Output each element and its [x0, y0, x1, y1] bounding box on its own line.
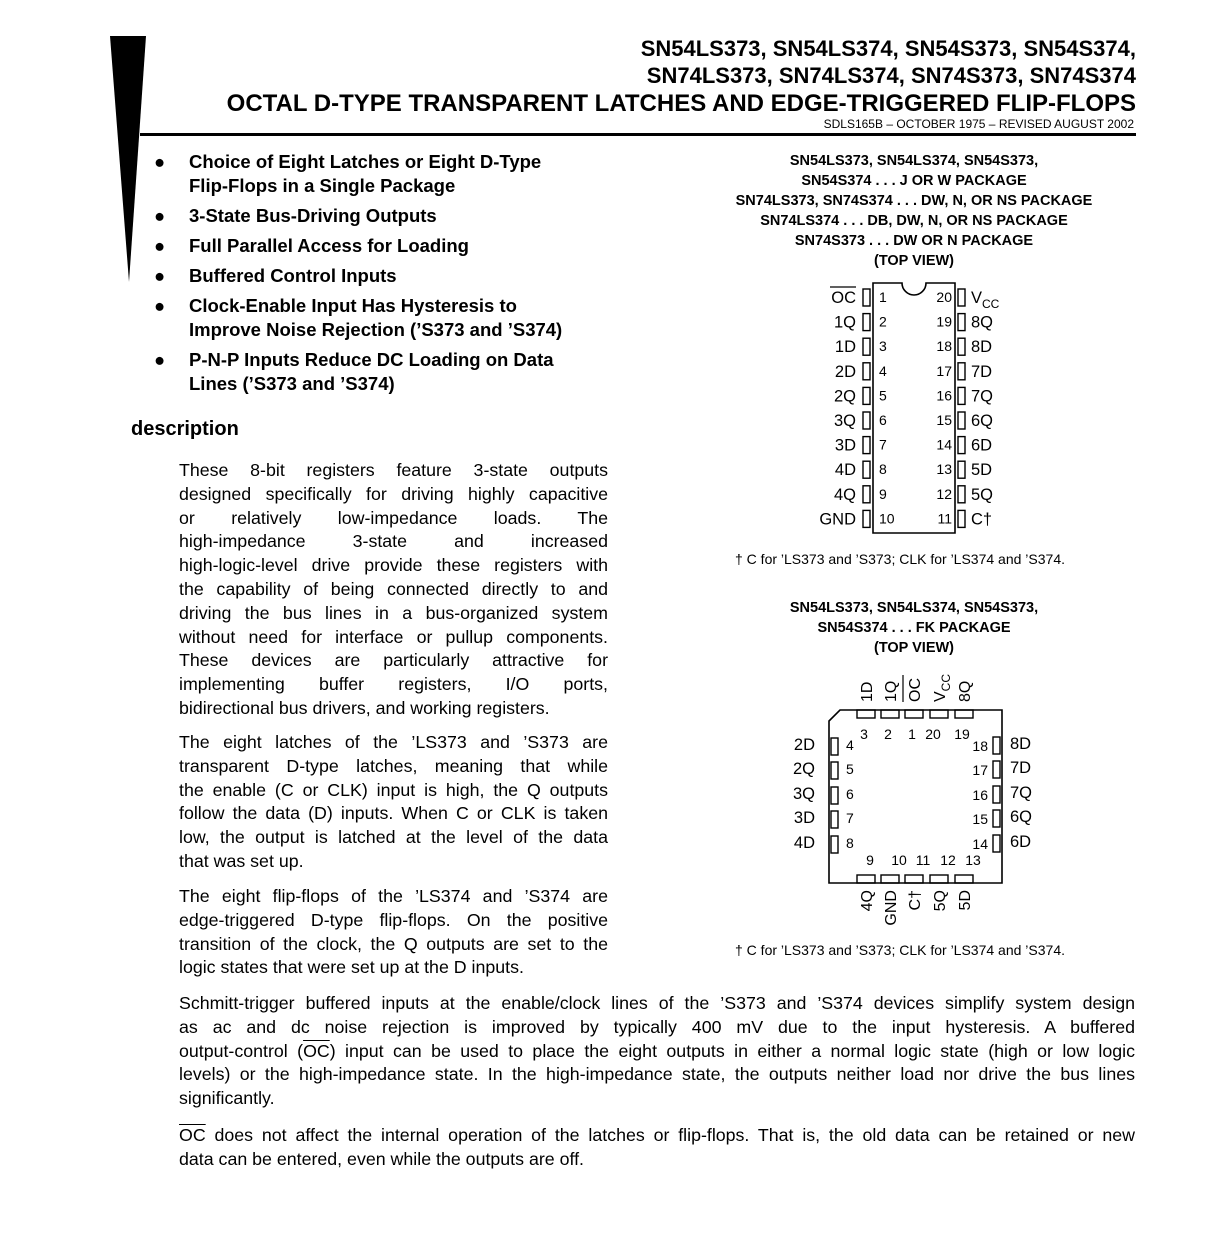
- pin-number: 4: [846, 737, 854, 753]
- pin-label: 4Q: [859, 890, 876, 912]
- pin-tab: [863, 510, 870, 527]
- dip-pinout-diagram: [800, 280, 1040, 540]
- pin-tab: [993, 786, 1000, 803]
- pin-tab: [958, 289, 965, 306]
- pin-number: 6: [879, 412, 887, 428]
- pin-number: 8: [846, 835, 854, 851]
- pin-number: 15: [936, 412, 952, 428]
- pin-number: 1: [908, 726, 916, 742]
- text-line: without need for interface or pullup components.: [179, 626, 608, 647]
- feature-item: [154, 348, 614, 396]
- pin-tab: [857, 710, 875, 718]
- pin-number: 11: [915, 852, 931, 868]
- pin-label: 3Q: [833, 412, 856, 430]
- pin-label: 8D: [1010, 735, 1032, 753]
- pin-number: 12: [940, 852, 956, 868]
- text-line: The eight latches of the ’LS373 and ’S373 are: [179, 732, 608, 752]
- pin-label: 2D: [834, 362, 856, 381]
- pin-tab: [863, 387, 870, 404]
- pin-label: 8Q: [957, 680, 974, 702]
- pin-number: 16: [972, 787, 988, 803]
- description-paragraph-1: [179, 459, 608, 721]
- text-line: high-logic-level drive provide these registers with: [179, 555, 608, 576]
- bullet-icon: ●: [154, 349, 166, 370]
- pin-tab: [831, 762, 838, 779]
- pin-number: 17: [972, 762, 988, 778]
- text-line: or relatively low-impedance loads. The: [179, 507, 608, 528]
- pin-label: 1Q: [833, 313, 856, 332]
- pin-tab: [958, 510, 965, 527]
- bullet-icon: ●: [154, 151, 166, 172]
- fk-left-pins: [793, 736, 854, 853]
- pin-label: OC: [831, 289, 856, 307]
- fk-pinout-diagram: [780, 660, 1060, 940]
- pin-number: 6: [846, 786, 854, 802]
- description-paragraph-3: [179, 885, 608, 980]
- text-line: edge-triggered D-type flip-flops. On the positive: [179, 909, 608, 930]
- pin-tab: [993, 835, 1000, 852]
- text-line: logic states that were set up at the D inputs.: [179, 957, 524, 978]
- pin-label: 2D: [793, 736, 815, 754]
- text-line: that was set up.: [179, 850, 304, 871]
- pin-number: 15: [972, 811, 988, 827]
- pin-number: 14: [972, 836, 988, 852]
- bullet-icon: ●: [154, 265, 166, 286]
- pin-label: 5D: [971, 461, 993, 480]
- pin-tab: [958, 314, 965, 331]
- pin-label: 1Q: [883, 680, 900, 702]
- pin-label: 2Q: [833, 387, 856, 406]
- pin-number: 12: [936, 485, 952, 502]
- title-line-1: SN54LS373, SN54LS374, SN54S373, SN54S374,: [640, 36, 1136, 61]
- pin-tab: [958, 338, 965, 355]
- caption-line: SN74LS373, SN74S374 . . . DW, N, OR NS PACKAGE: [735, 193, 1093, 209]
- pin-tab: [831, 836, 838, 853]
- pin-tab: [863, 412, 870, 429]
- text-line: Schmitt-trigger buffered inputs at the enable/clock lines of the ’S373 and ’S374 devices simplify system design: [179, 993, 1135, 1013]
- text-line: [179, 1124, 1135, 1148]
- pin-label: 3Q: [792, 785, 815, 803]
- caption-line: SN54S374 . . . J OR W PACKAGE: [801, 173, 1027, 189]
- text-line: bidirectional bus drivers, and working registers.: [179, 697, 550, 718]
- pin-number: 18: [972, 738, 988, 754]
- pin-tab: [958, 387, 965, 404]
- feature-item: [154, 150, 614, 198]
- pin-number: 10: [879, 510, 895, 527]
- feature-text: Full Parallel Access for Loading: [189, 235, 469, 256]
- text-line: [179, 1040, 1135, 1064]
- pin-number: 10: [891, 852, 907, 868]
- caption-line: SN74S373 . . . DW OR N PACKAGE: [794, 233, 1034, 249]
- pin-label-subscript: CC: [982, 297, 1000, 311]
- pin-number: 18: [936, 338, 952, 355]
- pin-number: 19: [936, 313, 952, 330]
- pin-tab: [958, 437, 965, 454]
- pin-tab: [831, 738, 838, 755]
- title-line-2: SN74LS373, SN74LS374, SN74S373, SN74S374: [646, 63, 1136, 88]
- pin-label: 3D: [834, 436, 856, 455]
- description-paragraph-5: [179, 1124, 1135, 1172]
- pin-label: 4D: [793, 834, 815, 852]
- pin-label: GND: [819, 510, 856, 529]
- text-line: levels) or the high-impedance state. In the high-impedance state, the outputs neither load nor drive the bus lines: [179, 1064, 1135, 1085]
- pin-tab: [955, 875, 973, 883]
- dip-right-pins: [936, 289, 999, 528]
- pin-number: 17: [936, 362, 952, 379]
- feature-text: Choice of Eight Latches or Eight D-Type: [189, 151, 542, 172]
- pin-tab: [958, 486, 965, 503]
- pin-tab: [863, 314, 870, 331]
- pin-label: 4D: [834, 461, 856, 480]
- document-id: SDLS165B – OCTOBER 1975 – REVISED AUGUST 2002: [823, 117, 1134, 131]
- oc-signal: $\overline{OC}$: [179, 1125, 206, 1145]
- pin-label: 6D: [1010, 833, 1032, 851]
- pin-number: 1: [879, 289, 887, 305]
- feature-item: [154, 264, 614, 288]
- pin-label: $V_{CC}$: [971, 289, 1000, 311]
- pin-label: 7Q: [1010, 784, 1033, 802]
- pin-tab: [881, 875, 899, 883]
- pin-tab: [863, 486, 870, 503]
- bullet-icon: ●: [154, 295, 166, 316]
- dip-footnote: † C for ’LS373 and ’S373; CLK for ’LS374 and ’S374.: [735, 551, 1065, 567]
- header-rule: [140, 133, 1136, 136]
- pin-label: C†: [971, 510, 993, 529]
- pin-tab: [930, 710, 948, 718]
- pin-tab: [958, 461, 965, 478]
- text-line: These 8-bit registers feature 3-state outputs: [179, 460, 608, 480]
- pin-tab: [863, 437, 870, 454]
- pin-label-subscript: CC: [939, 673, 953, 692]
- bullet-icon: ●: [154, 235, 166, 256]
- feature-text: Lines (’S373 and ’S374): [189, 373, 395, 394]
- feature-text: P-N-P Inputs Reduce DC Loading on Data: [189, 349, 554, 370]
- pin-number: 20: [925, 726, 941, 742]
- caption-line: SN54LS373, SN54LS374, SN54S373,: [789, 600, 1039, 616]
- feature-item: [154, 234, 614, 258]
- description-paragraph-2: [179, 731, 608, 874]
- pin-tab: [863, 461, 870, 478]
- header-wedge: [110, 36, 150, 286]
- pin-number: 9: [879, 485, 887, 502]
- text-line: low, the output is latched at the level of the data: [179, 827, 608, 848]
- dip-package-caption: [700, 151, 1128, 271]
- caption-line: SN54S374 . . . FK PACKAGE: [817, 620, 1011, 636]
- pin-number: 13: [965, 852, 981, 868]
- pin-number: 13: [936, 461, 952, 478]
- text-line: the enable (C or CLK) input is high, the Q outputs: [179, 779, 608, 800]
- pin-tab: [993, 810, 1000, 827]
- text-line: driving the bus lines in a bus-organized system: [179, 602, 608, 623]
- text-line: follow the data (D) inputs. When C or CLK is taken: [179, 803, 608, 824]
- pin-number: 7: [879, 436, 887, 453]
- caption-line: SN54LS373, SN54LS374, SN54S373,: [789, 153, 1039, 169]
- pin-tab: [857, 875, 875, 883]
- pin-label: 5Q: [932, 890, 949, 912]
- pin-label: $V_{CC}$: [932, 673, 953, 702]
- text-fragment: does not affect the internal operation of the latches or flip-flops. That is, the old data can be retained or new: [205, 1125, 1135, 1145]
- bullet-icon: ●: [154, 205, 166, 226]
- pin-number: 7: [846, 810, 854, 826]
- pin-tab: [958, 412, 965, 429]
- description-heading: description: [131, 418, 239, 440]
- fk-bottom-pins: [857, 852, 981, 926]
- feature-text: Clock-Enable Input Has Hysteresis to: [189, 295, 517, 316]
- pin-label: 1D: [834, 338, 856, 357]
- pin-number: 5: [879, 387, 887, 404]
- fk-footnote: † C for ’LS373 and ’S373; CLK for ’LS374 and ’S374.: [735, 942, 1065, 958]
- text-line: significantly.: [179, 1088, 275, 1109]
- text-line: The eight flip-flops of the ’LS374 and ’S374 are: [179, 886, 608, 906]
- pin-number: 11: [937, 510, 952, 527]
- text-line: data can be entered, even while the outputs are off.: [179, 1148, 584, 1169]
- pin-label: 6Q: [971, 412, 994, 430]
- feature-item: [154, 204, 614, 228]
- feature-text: Improve Noise Rejection (’S373 and ’S374): [189, 319, 563, 340]
- fk-package-caption: [700, 598, 1128, 658]
- pin-tab: [831, 811, 838, 828]
- pin-tab: [831, 787, 838, 804]
- fk-top-pins: [857, 674, 974, 742]
- pin-number: 3: [860, 726, 868, 742]
- pin-label: C†: [907, 890, 924, 911]
- feature-text: Buffered Control Inputs: [189, 265, 397, 286]
- pin-label: 5Q: [971, 485, 994, 504]
- pin-number: 16: [936, 387, 952, 404]
- feature-item: [154, 294, 614, 342]
- pin-label: 4Q: [833, 485, 856, 504]
- text-line: transition of the clock, the Q outputs are set to the: [179, 933, 608, 954]
- pin-number: 2: [884, 726, 892, 742]
- pin-label: 7D: [971, 362, 993, 381]
- feature-text: 3-State Bus-Driving Outputs: [189, 205, 437, 226]
- title-line-3: OCTAL D-TYPE TRANSPARENT LATCHES AND EDGE-TRIGGERED FLIP-FLOPS: [226, 90, 1136, 117]
- pin-tab: [993, 761, 1000, 778]
- pin-number: 19: [954, 726, 970, 742]
- dip-left-pins: [819, 287, 894, 528]
- caption-line: SN74LS374 . . . DB, DW, N, OR NS PACKAGE: [760, 213, 1068, 229]
- pin-tab: [863, 363, 870, 380]
- pin-tab: [863, 289, 870, 306]
- pin-label: 3D: [793, 809, 815, 827]
- pin-tab: [881, 710, 899, 718]
- pin-tab: [993, 737, 1000, 754]
- pin-label: GND: [883, 890, 900, 926]
- pin-tab: [905, 875, 923, 883]
- pin-number: 3: [879, 338, 887, 355]
- pin-label: 2Q: [792, 760, 815, 778]
- text-line: the capability of being connected directly to and: [179, 578, 608, 599]
- pin-number: 14: [936, 436, 952, 453]
- pin-number: 2: [879, 313, 887, 330]
- pin-number: 9: [866, 852, 874, 868]
- pin-label: 6Q: [1010, 808, 1033, 826]
- text-fragment: ) input can be used to place the eight outputs in either a normal logic state (high or low logic: [329, 1040, 1135, 1061]
- description-paragraph-4: [179, 992, 1135, 1111]
- pin-tab: [958, 363, 965, 380]
- oc-signal: $\overline{OC}$: [303, 1040, 330, 1061]
- caption-line: (TOP VIEW): [873, 253, 955, 269]
- pin-number: 20: [936, 289, 952, 305]
- text-line: designed specifically for driving highly capacitive: [179, 483, 608, 504]
- pin-number: 5: [846, 761, 854, 777]
- pin-label: OC: [907, 678, 924, 702]
- text-line: as ac and dc noise rejection is improved by typically 400 mV due to the input hysteresis. A buffered: [179, 1016, 1135, 1037]
- pin-tab: [863, 338, 870, 355]
- pin-label: 8Q: [971, 313, 994, 332]
- pin-number: 8: [879, 461, 887, 478]
- caption-line: (TOP VIEW): [873, 640, 955, 656]
- feature-text: Flip-Flops in a Single Package: [189, 175, 456, 196]
- pin-label: 1D: [859, 681, 876, 702]
- pin-label: 6D: [971, 436, 993, 455]
- pin-tab: [930, 875, 948, 883]
- text-line: transparent D-type latches, meaning that while: [179, 755, 608, 776]
- pin-tab: [905, 710, 923, 718]
- pin-label: 7Q: [971, 387, 994, 406]
- pin-label: 8D: [971, 338, 993, 357]
- text-fragment: output-control (: [179, 1040, 304, 1061]
- pin-label: 7D: [1010, 759, 1032, 777]
- pin-number: 4: [879, 362, 887, 379]
- text-line: These devices are particularly attractive for: [179, 650, 608, 671]
- text-line: high-impedance 3-state and increased: [179, 531, 608, 552]
- text-line: implementing buffer registers, I/O ports,: [179, 674, 608, 695]
- pin-tab: [955, 710, 973, 718]
- pin-label: 5D: [957, 890, 974, 911]
